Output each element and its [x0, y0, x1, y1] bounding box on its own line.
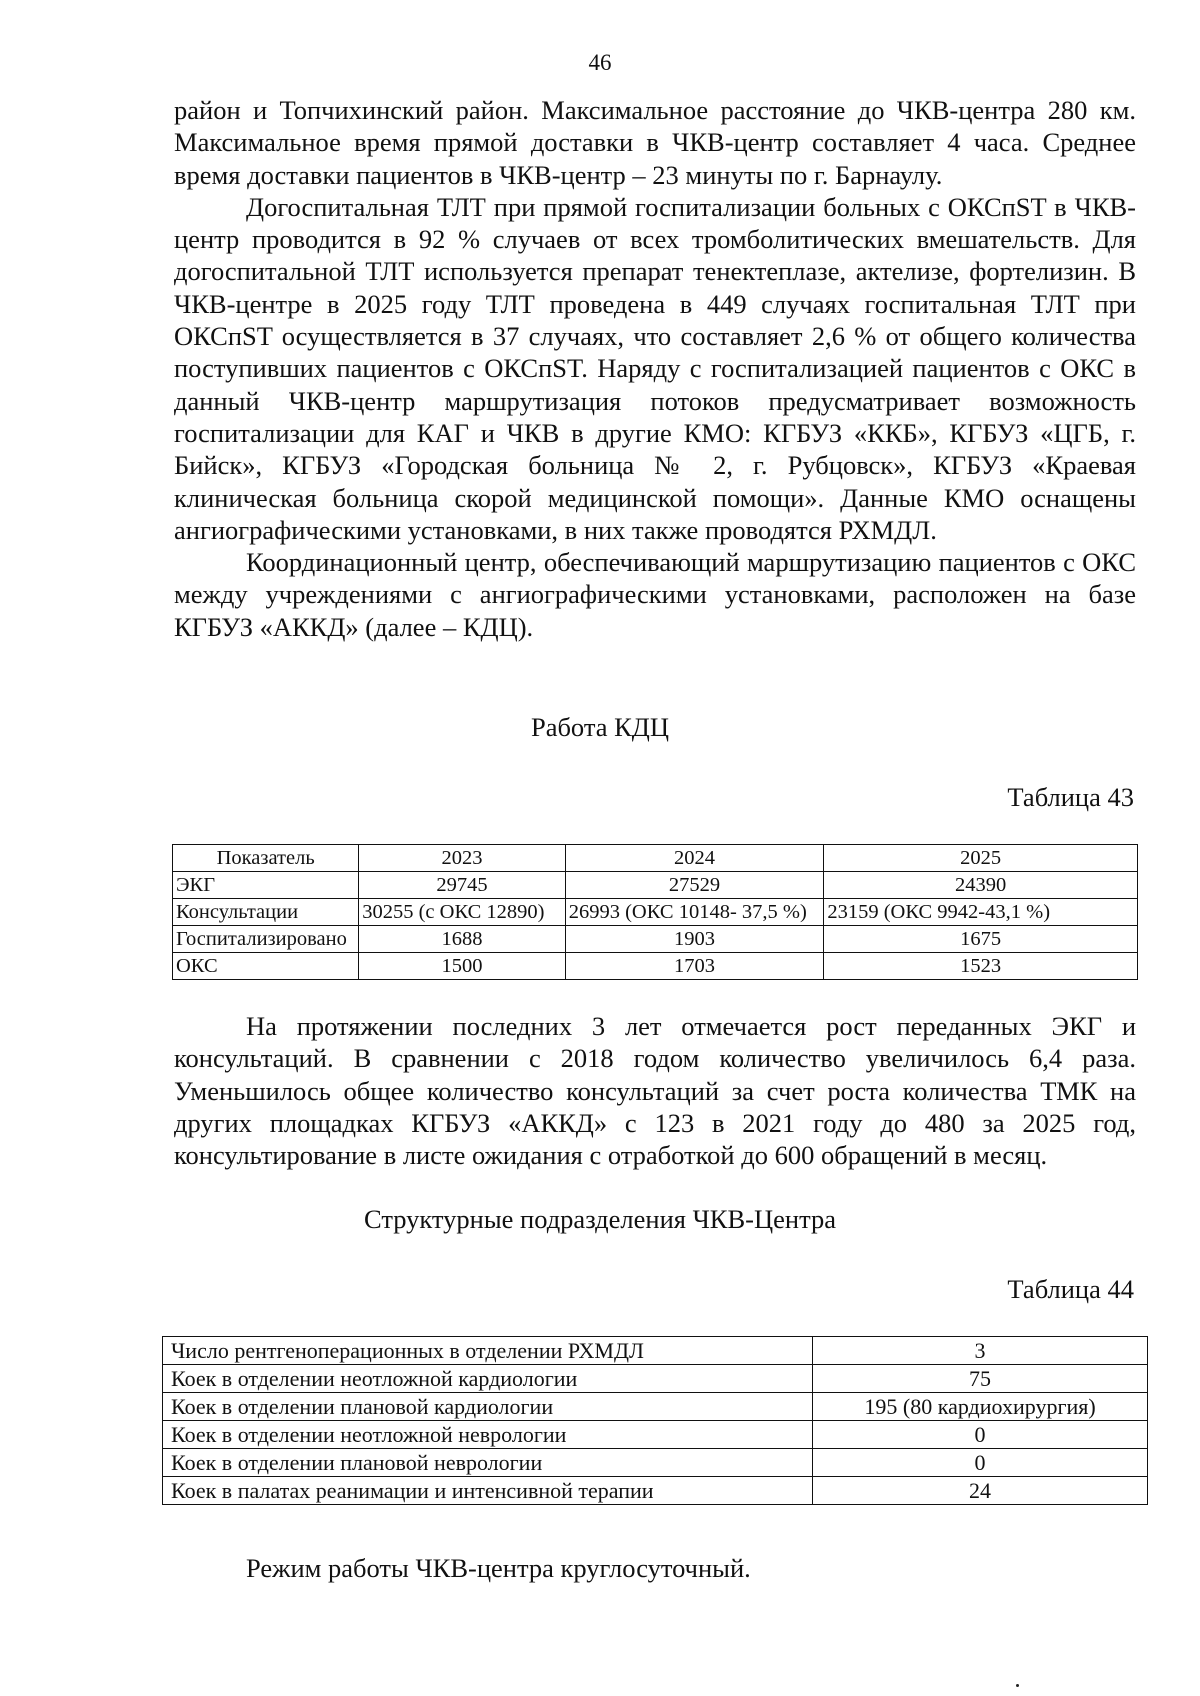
text-block-middle	[174, 1010, 1136, 1171]
table-cell: 1523	[824, 953, 1138, 980]
table-cell: 75	[813, 1365, 1148, 1393]
row-label: Коек в отделении плановой неврологии	[163, 1449, 813, 1477]
scan-speck	[1016, 1684, 1019, 1687]
table-cell: 24	[813, 1477, 1148, 1505]
table-cell: 1500	[359, 953, 566, 980]
paragraph-continuation: район и Топчихинский район. Максимальное расстояние до ЧКВ-центра 280 км. Максимальное время прямой доставки в ЧКВ-центр составляет 4 часа. Среднее время доставки пациентов в ЧКВ-центр – 23 минуты по г. Барнаулу.	[174, 95, 1136, 190]
table-cell: 1903	[565, 926, 824, 953]
row-label: ЭКГ	[173, 872, 359, 899]
page-number: 46	[588, 50, 612, 75]
row-label: Коек в отделении плановой кардиологии	[163, 1393, 813, 1421]
table-row	[163, 1365, 1148, 1393]
row-label: Госпитализировано	[173, 926, 359, 953]
paragraph-schedule: Режим работы ЧКВ-центра круглосуточный.	[246, 1553, 751, 1583]
table-row	[163, 1477, 1148, 1505]
header-cell: 2023	[359, 845, 566, 872]
table-cell: 23159 (ОКС 9942-43,1 %)	[824, 899, 1138, 926]
table-cell: 0	[813, 1421, 1148, 1449]
row-label: Число рентгеноперационных в отделении РХМДЛ	[163, 1337, 813, 1365]
table-43	[172, 844, 1138, 980]
row-label: Консультации	[173, 899, 359, 926]
table-header-row	[173, 845, 1138, 872]
table-44	[162, 1336, 1148, 1505]
table-cell: 1703	[565, 953, 824, 980]
header-cell: Показатель	[173, 845, 359, 872]
paragraph-tlt: Догоспитальная ТЛТ при прямой госпитализации больных с ОКСпST в ЧКВ-центр проводится в 92 % случаев от всех тромболитических вмешательств. Для догоспитальной ТЛТ используется препарат тенектеплазе, актелизе, фортелизин. В ЧКВ-центре в 2025 году ТЛТ проведена в 449 случаях госпитальная ТЛТ при ОКСпST осуществляется в 37 случаях, что составляет 2,6 % от общего количества поступивших пациентов с ОКСпST. Наряду с госпитализацией пациентов с ОКС в данный ЧКВ-центр маршрутизация потоков предусматривает возможность госпитализации для КАГ и ЧКВ в другие КМО: КГБУЗ «ККБ», КГБУЗ «ЦГБ, г. Бийск», КГБУЗ «Городская больница № 2, г. Рубцовск», КГБУЗ «Краевая клиническая больница скорой медицинской помощи». Данные КМО оснащены ангиографическими установками, в них также проводятся РХМДЛ.	[174, 191, 1136, 545]
table-cell: 0	[813, 1449, 1148, 1477]
table-43-label: Таблица 43	[1007, 782, 1134, 812]
table-cell: 3	[813, 1337, 1148, 1365]
table-cell: 24390	[824, 872, 1138, 899]
table-cell: 195 (80 кардиохирургия)	[813, 1393, 1148, 1421]
row-label: Коек в отделении неотложной кардиологии	[163, 1365, 813, 1393]
row-label: ОКС	[173, 953, 359, 980]
paragraph-ecg-growth: На протяжении последних 3 лет отмечается рост переданных ЭКГ и консультаций. В сравнении с 2018 годом количество увеличилось 6,4 раза. Уменьшилось общее количество консультаций за счет роста количества ТМК на других площадках КГБУЗ «АККД» с 123 в 2021 году до 480 за 2025 год, консультирование в листе ожидания с отработкой до 600 обращений в месяц.	[174, 1011, 1136, 1171]
table-cell: 29745	[359, 872, 566, 899]
header-cell: 2025	[824, 845, 1138, 872]
text-block-top	[174, 94, 1136, 643]
table-cell: 1688	[359, 926, 566, 953]
table-cell: 1675	[824, 926, 1138, 953]
section-heading-structure: Структурные подразделения ЧКВ-Центра	[364, 1204, 836, 1234]
header-cell: 2024	[565, 845, 824, 872]
table-row	[163, 1337, 1148, 1365]
table-cell: 30255 (с ОКС 12890)	[359, 899, 566, 926]
table-row	[173, 872, 1138, 899]
paragraph-coordination-center: Координационный центр, обеспечивающий маршрутизацию пациентов с ОКС между учреждениями с ангиографическими установками, расположен на базе КГБУЗ «АККД» (далее – КДЦ).	[174, 547, 1136, 642]
table-row	[173, 899, 1138, 926]
table-row	[163, 1449, 1148, 1477]
table-row	[173, 926, 1138, 953]
row-label: Коек в палатах реанимации и интенсивной терапии	[163, 1477, 813, 1505]
table-44-label: Таблица 44	[1007, 1274, 1134, 1304]
table-cell: 27529	[565, 872, 824, 899]
section-heading-kdc: Работа КДЦ	[530, 712, 670, 742]
text-block-bottom	[174, 1552, 1136, 1584]
table-cell: 26993 (ОКС 10148- 37,5 %)	[565, 899, 824, 926]
table-row	[173, 953, 1138, 980]
table-row	[163, 1421, 1148, 1449]
table-row	[163, 1393, 1148, 1421]
row-label: Коек в отделении неотложной неврологии	[163, 1421, 813, 1449]
